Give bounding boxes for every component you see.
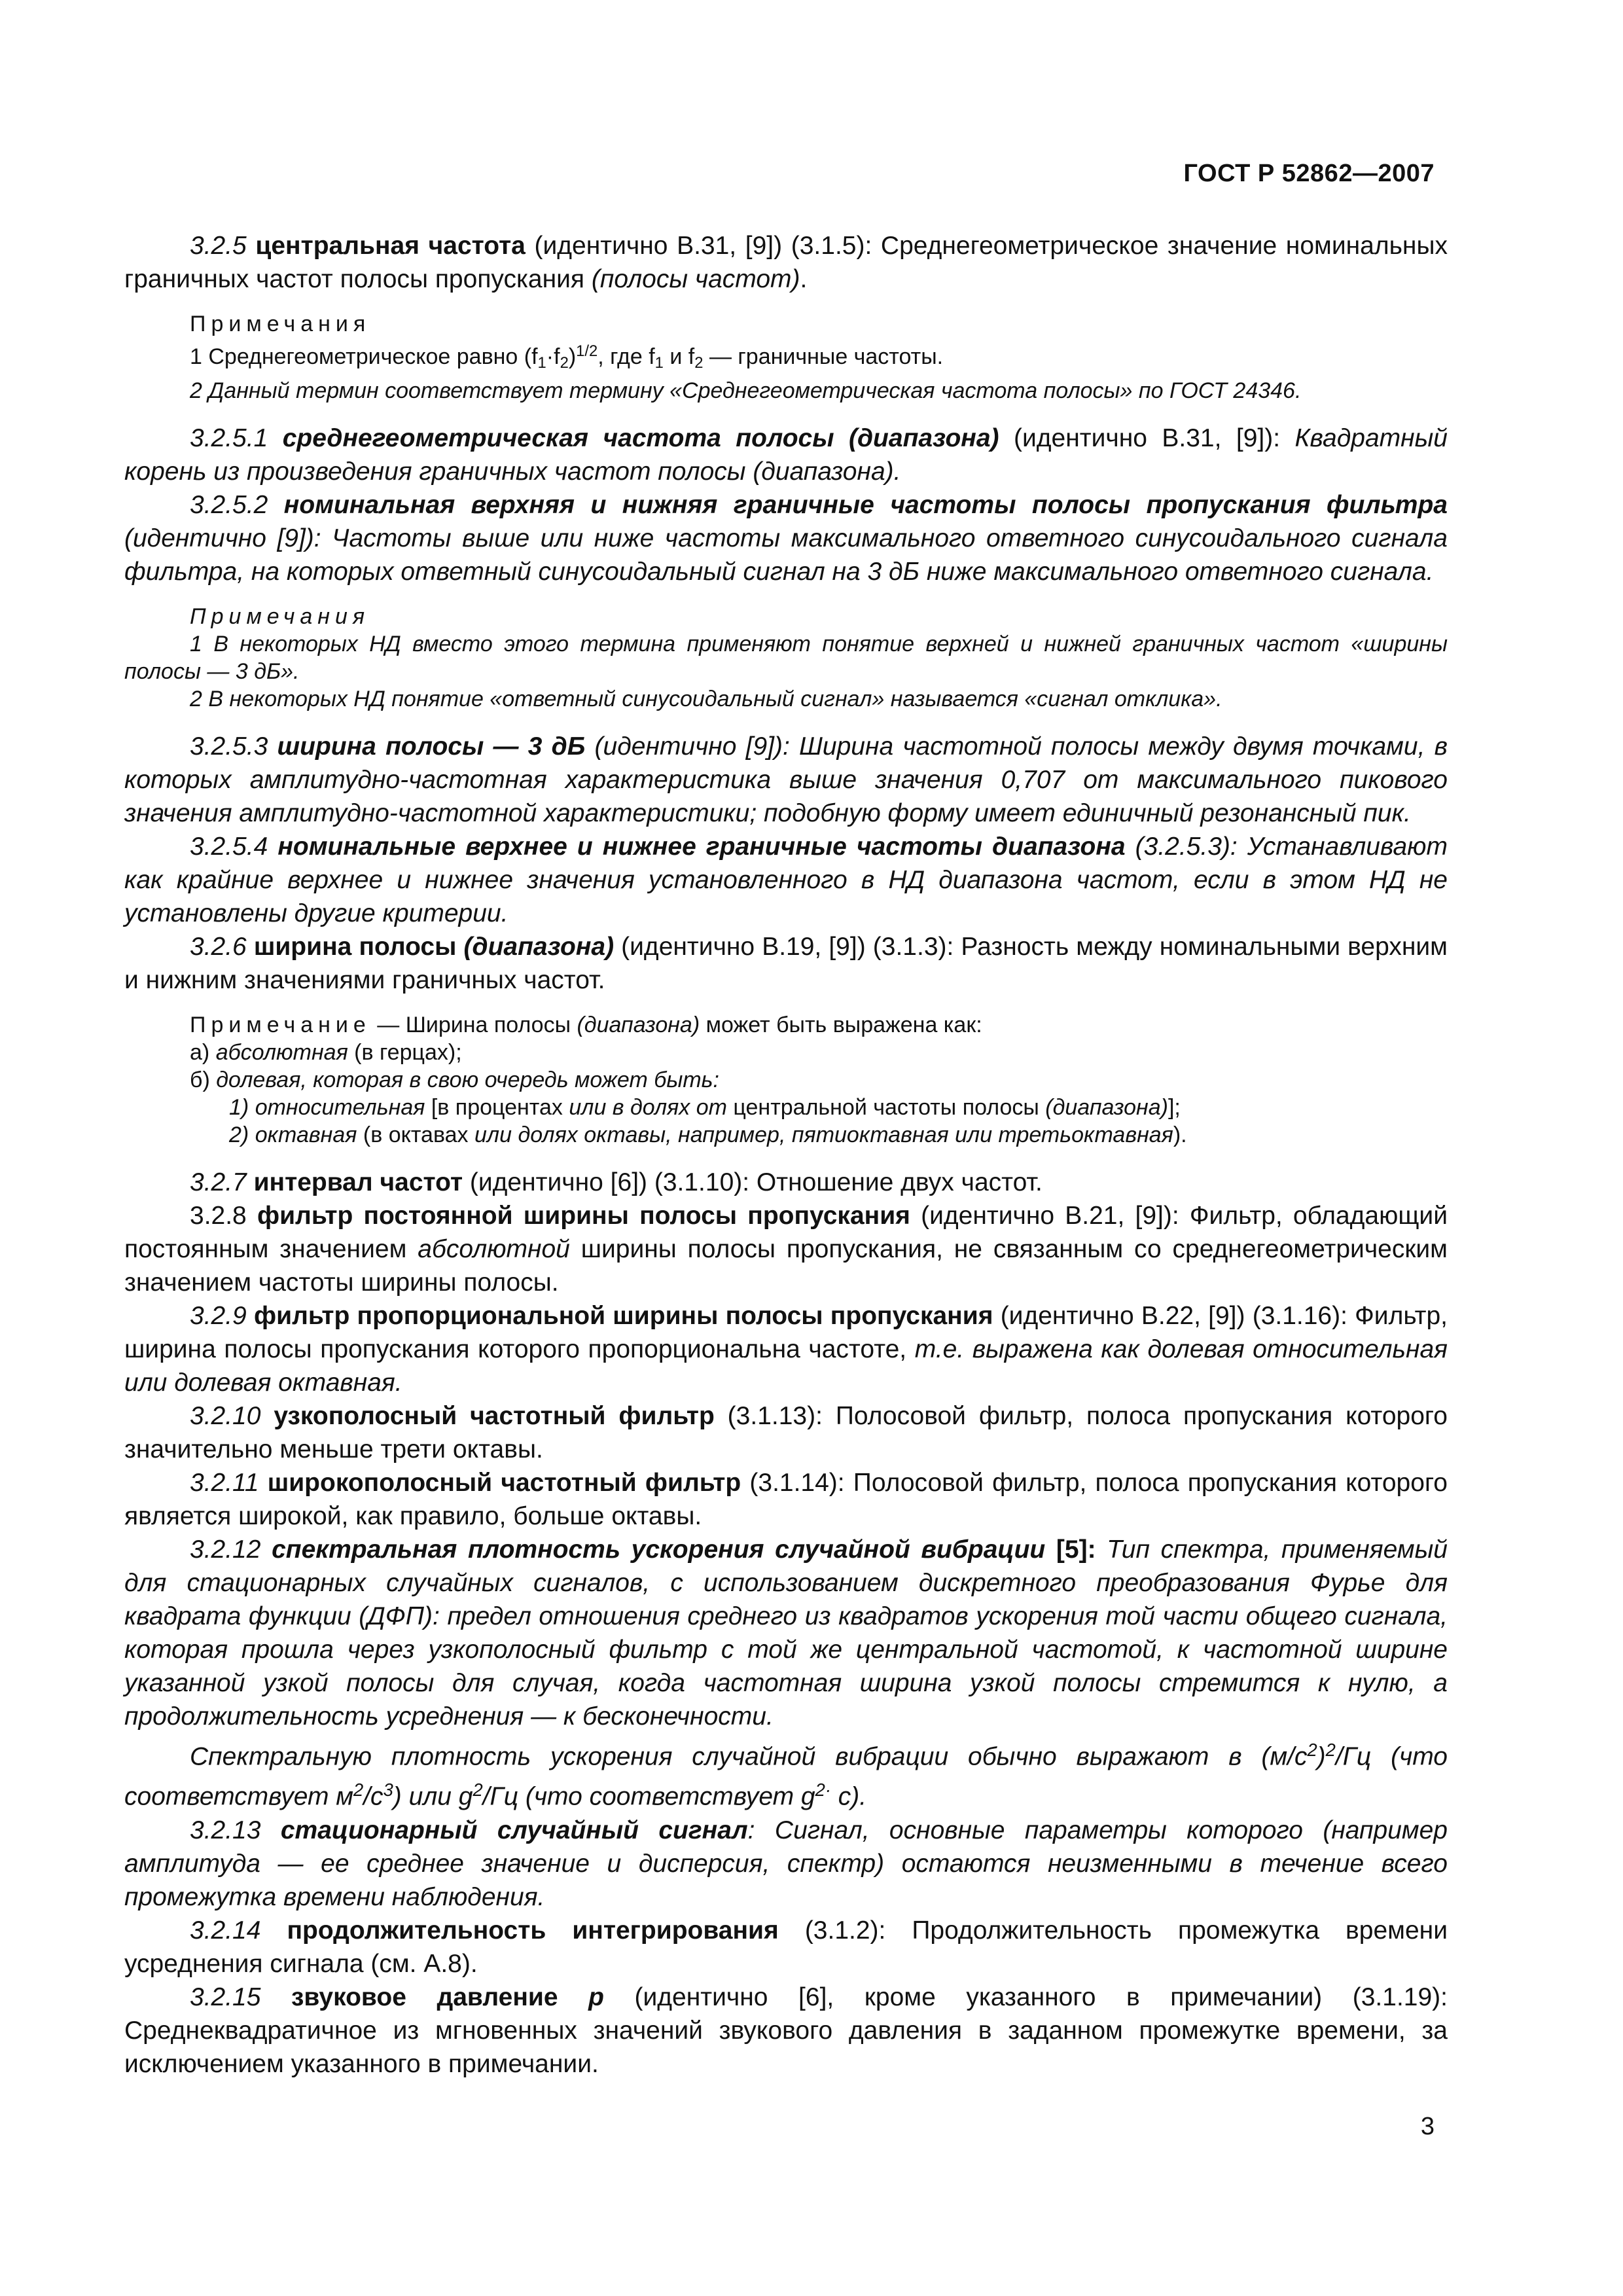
term-definition: (идентично В.22, [9]) (3.1.16): Фильтр, ширина полосы пропускания которого пропорциональна частоте, [124,1301,1448,1363]
term-title: стационарный случайный сигнал [280,1816,748,1845]
term-definition: Тип спектра, применяемый для стационарных случайных сигналов, с использованием дискретного преобразования Фурье для квадрата функции (ДФП): предел отношения среднего из квадратов ускорения той части общего сигнала, которая прошла через узкополосный фильтр с той же центральной частотой, к частотной ширине указанной узкой полосы для случая, когда частотная ширина узкой полосы стремится к нулю, а продолжительность усреднения — к бесконечности. [124,1535,1448,1731]
note-italic: относительная [255,1094,425,1120]
term-definition: (идентично В.21, [9]): Фильтр, обладающий постоянным значением [124,1201,1448,1263]
term-number: 3.2.5.3 [190,732,277,761]
notes-3-2-5 [124,310,1448,404]
note-italic: или в долях от [569,1094,727,1120]
term-reference: (идентично В.31, [9]): [999,423,1295,452]
term-3-2-8 [124,1199,1448,1299]
term-definition: Квадратный корень из произведения граничных частот полосы (диапазона). [124,423,1448,486]
term-3-2-5 [124,229,1448,296]
units-text: с). [830,1783,867,1812]
page-number: 3 [1420,2113,1435,2140]
note-text: , где f [597,344,655,369]
note-list-item-b [124,1066,1448,1094]
term-number: 3.2.5.4 [190,832,278,861]
term-3-2-10 [124,1399,1448,1466]
term-number: 3.2.6 [190,932,254,961]
document-body [124,229,1448,2081]
note-sublist-item-2 [124,1121,1448,1149]
subscript: 1 [537,353,546,372]
units-text: ) [1317,1742,1326,1771]
term-3-2-14 [124,1914,1448,1981]
term-definition: (3.1.2): Продолжительность промежутка времени усреднения сигнала (см. А.8). [124,1916,1448,1979]
term-italic: абсолютной [418,1234,570,1263]
note-text: (в октавах [357,1122,475,1147]
note-text: ]; [1168,1094,1181,1120]
note-italic: (диапазона) [577,1012,700,1037]
notes-heading [124,310,1448,338]
note-text: ·f [546,344,560,369]
term-title: узкополосный частотный фильтр [274,1401,715,1430]
note-1: 1 В некоторых НД вместо этого термина применяют понятие верхней и нижней граничных частот «ширины полосы — 3 дБ». [124,631,1448,684]
term-definition: (идентично [9]): Частоты выше или ниже частоты максимального ответного синусоидального сигнала фильтра, на которых ответный синусоидальный сигнал на 3 дБ ниже максимального ответного сигнала. [124,524,1448,586]
units-text: ) или g [393,1783,473,1812]
note-italic: или долях октавы, например, пятиоктавная или третьоктавная [474,1122,1173,1147]
term-number: 3.2.11 [190,1468,268,1497]
term-definition: (3.1.14): Полосовой фильтр, полоса пропускания которого является широкой, как правило, больше октавы. [124,1468,1448,1530]
note-text: (в герцах); [348,1039,462,1065]
term-definition: (идентично [9]): Ширина частотной полосы между двумя точками, в которых амплитудно-частотная характеристика выше значения 0,707 от максимального пикового значения амплитудно-частотной характеристики; подобную форму имеет единичный резонансный пик. [124,732,1448,827]
term-title: фильтр пропорциональной ширины полосы пропускания [253,1301,993,1330]
units-text: /Гц (что соответствует g [482,1783,815,1812]
subscript: 2 [560,353,569,372]
term-title: спектральная плотность ускорения случайной вибрации [272,1535,1046,1564]
term-title: номинальная верхняя и нижняя граничные частоты полосы пропускания фильтра [283,490,1448,519]
superscript: 3 [383,1780,393,1801]
term-reference: (идентично В.31, [9]) (3.1.5): Среднегеометрическое значение номинальных граничных частот полосы пропускания [124,232,1448,293]
superscript: 1/2 [576,342,598,360]
superscript: 2 [1325,1739,1336,1760]
term-number: 3.2.5.2 [190,490,284,519]
term-end: . [800,265,808,293]
list-marker: 2) [229,1122,255,1147]
term-3-2-6 [124,930,1448,997]
term-title: звуковое давление [291,1983,589,2012]
note-text: [в процентах [425,1094,569,1120]
term-number: 3.2.12 [190,1535,272,1564]
term-title: центральная частота [255,232,526,260]
list-marker: а) [190,1039,216,1065]
note-main [124,1011,1448,1039]
notes-heading-text: Примечания [190,312,371,336]
note-2: 2 В некоторых НД понятие «ответный синусоидальный сигнал» называется «сигнал отклика». [190,686,1222,711]
term-number: 3.2.13 [190,1816,281,1845]
note-heading: Примечание [190,1012,371,1037]
note-text: может быть выражена как: [700,1012,982,1037]
term-3-2-11 [124,1466,1448,1533]
superscript: 2 [353,1780,364,1801]
term-title: номинальные верхнее и нижнее граничные частоты диапазона [277,832,1126,861]
note-text: ). [1173,1122,1187,1147]
note-italic: (диапазона) [1045,1094,1168,1120]
term-number: 3.2.14 [190,1916,287,1945]
subscript: 1 [654,353,664,372]
units-text: /с [363,1783,383,1812]
note-1 [124,338,1448,377]
list-marker: б) [190,1067,217,1092]
term-3-2-13 [124,1814,1448,1914]
term-3-2-9 [124,1299,1448,1399]
term-title: ширина полосы — 3 дБ [277,732,586,761]
term-title: интервал частот [253,1168,463,1196]
term-definition: (3.1.13): Полосовой фильтр, полоса пропускания которого значительно меньше трети октавы. [124,1401,1448,1463]
term-title: продолжительность интегрирования [287,1916,779,1945]
note-text: и f [663,344,695,369]
subscript: 2 [694,353,704,372]
notes-3-2-5-2 [124,603,1448,713]
term-italic: т.е. выражена как долевая относительная или долевая октавная. [124,1335,1448,1397]
term-number: 3.2.9 [190,1301,254,1330]
superscript: 2 [473,1780,483,1801]
term-number: 3.2.5 [190,232,247,260]
term-definition: (идентично [6], кроме указанного в примечании) (3.1.19): Среднеквадратичное из мгновенных значений звукового давления в заданном промежутке времени, за исключением указанного в примечании. [124,1983,1448,2079]
term-number: 3.2.8 [190,1201,257,1230]
notes-heading [124,603,1448,630]
term-reference: [5]: [1045,1535,1096,1564]
note-text: — Ширина полосы [370,1012,577,1037]
superscript: 2 [1307,1739,1317,1760]
term-3-2-5-4 [124,830,1448,930]
note-sublist-item-1 [124,1094,1448,1121]
term-definition: (идентично В.19, [9]) (3.1.3): Разность между номинальными верхним и нижним значениями граничных частот. [124,932,1448,994]
note-text: центральной частоты полосы [726,1094,1046,1120]
note-italic: октавная [255,1122,357,1147]
term-3-2-7 [124,1166,1448,1199]
term-title: ширина полосы [253,932,464,961]
note-text: — граничные частоты. [703,344,944,369]
term-3-2-5-2 [124,488,1448,588]
term-title: широкополосный частотный фильтр [267,1468,741,1497]
term-number: 3.2.15 [190,1983,292,2012]
units-text: /Гц (что соответствует м [124,1742,1448,1812]
term-number: 3.2.5.1 [190,423,283,452]
note-2: 2 Данный термин соответствует термину «Среднегеометрическая частота полосы» по ГОСТ 24346. [190,378,1302,403]
term-italic: (полосы частот) [591,265,800,293]
term-title-italic: (диапазона) [463,932,615,961]
term-title: фильтр постоянной ширины полосы пропускания [257,1201,910,1230]
term-3-2-5-1 [124,422,1448,488]
term-title: среднегеометрическая частота полосы (диапазона) [282,423,999,452]
term-number: 3.2.10 [190,1401,274,1430]
term-3-2-12-units [124,1733,1448,1814]
units-text: Спектральную плотность ускорения случайной вибрации обычно выражают в (м/с [190,1742,1308,1771]
term-number: 3.2.7 [190,1168,254,1196]
term-definition: (идентично [6]) (3.1.10): Отношение двух частот. [463,1168,1043,1196]
term-3-2-5-3 [124,730,1448,830]
note-list-item-a [124,1039,1448,1066]
term-definition-tail: ширины полосы пропускания, не связанным со среднегеометрическим значением частоты ширины полосы. [124,1234,1448,1297]
term-3-2-12 [124,1533,1448,1733]
note-italic: абсолютная [215,1039,348,1065]
note-3-2-6 [124,1011,1448,1149]
term-symbol: p [588,1983,604,2012]
note-text: ) [568,344,577,369]
term-3-2-15 [124,1981,1448,2081]
note-italic: долевая, которая в свою очередь может быть: [216,1067,720,1092]
term-definition: : Сигнал, основные параметры которого (например амплитуда — ее среднее значение и дисперсия, спектр) остаются неизменными в течение всего промежутка времени наблюдения. [124,1816,1448,1912]
term-definition: (3.2.5.3): Устанавливают как крайние верхнее и нижнее значения установленного в НД диапазона частот, если в этом НД не установлены другие критерии. [124,832,1448,927]
note-text: 1 Среднегеометрическое равно (f [190,344,538,369]
document-header: ГОСТ Р 52862—2007 [1183,160,1435,187]
notes-heading-text: Примечания [190,603,370,629]
list-marker: 1) [229,1094,255,1120]
superscript: 2· [815,1780,831,1801]
